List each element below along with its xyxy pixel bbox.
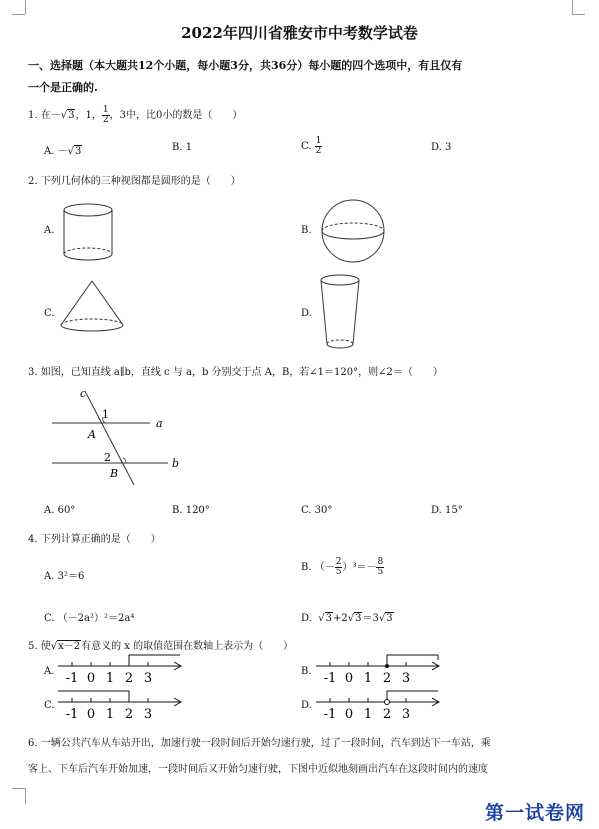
tick-label: 3 [143, 707, 153, 722]
question-3-option-c[interactable]: C. 30° [301, 505, 333, 516]
tick-label: 1 [363, 671, 373, 686]
tick-label: 0 [344, 671, 354, 686]
cylinder-figure [60, 200, 116, 266]
number-line-c [58, 688, 184, 728]
tick-label: 1 [105, 707, 115, 722]
label-point-a: A [88, 428, 96, 441]
tick-label: 1 [363, 707, 373, 722]
question-2-option-c[interactable]: C. [44, 308, 55, 319]
tick-label: -1 [323, 707, 337, 722]
tick-label: 2 [382, 671, 392, 686]
question-2-option-b[interactable]: B. [301, 225, 312, 236]
question-5-option-a[interactable]: A. [44, 666, 55, 677]
question-5-option-b[interactable]: B. [301, 666, 312, 677]
tick-label: -1 [65, 707, 79, 722]
question-3-option-d[interactable]: D. 15° [431, 505, 463, 516]
number-line-b [316, 652, 442, 692]
corner-mark-top-left-h [12, 14, 25, 16]
label-point-b: B [110, 467, 119, 480]
label-angle-1: 1 [102, 408, 109, 421]
question-2-option-d[interactable]: D. [301, 308, 312, 319]
question-5-option-d[interactable]: D. [301, 700, 312, 711]
tick-label: 3 [401, 671, 411, 686]
question-1-option-b[interactable]: B. 1 [172, 142, 193, 153]
tick-label: -1 [323, 671, 337, 686]
tick-label: 2 [124, 671, 134, 686]
section-heading-line2: 一个是正确的. [28, 81, 98, 94]
corner-mark-top-right-h [572, 14, 585, 16]
question-5-option-c[interactable]: C. [44, 700, 55, 711]
sqrt-symbol: √3 [67, 146, 82, 157]
fraction-one-half: $\frac{1}{2}$ [102, 105, 109, 125]
watermark-logo: 第一试卷网 [484, 802, 585, 824]
question-4-option-a[interactable]: A. 3²＝6 [44, 571, 85, 582]
question-2-option-a[interactable]: A. [44, 225, 55, 236]
question-4-option-c[interactable]: C. （－2a²）²＝2a⁴ [44, 613, 135, 624]
question-1-option-a[interactable]: A. －√3 [44, 146, 82, 157]
label-line-b: b [172, 457, 180, 470]
label-line-a: a [156, 417, 163, 430]
cone-figure [58, 278, 128, 334]
corner-mark-bottom-left [24, 788, 26, 804]
sqrt-symbol: √3 [60, 110, 75, 121]
question-1-option-d[interactable]: D. 3 [431, 142, 452, 153]
tick-label: 3 [143, 671, 153, 686]
sphere-figure [318, 198, 388, 264]
corner-mark-bottom-left-h [12, 788, 25, 790]
tick-label: -1 [65, 671, 79, 686]
exam-title: 2022年四川省雅安市中考数学试卷 [181, 24, 418, 42]
question-3-option-b[interactable]: B. 120° [172, 505, 210, 516]
number-line-d [316, 688, 442, 728]
question-3-option-a[interactable]: A. 60° [44, 505, 76, 516]
question-1-stem: 1. 在－√3，1， $\frac{1}{2}$ ，3中，比0小的数是（ ） [28, 105, 243, 125]
corner-mark-top-right [572, 0, 574, 14]
tick-label: 3 [401, 707, 411, 722]
question-1-option-c[interactable]: C. $\frac{1}{2}$ [301, 136, 322, 156]
tick-label: 0 [86, 671, 96, 686]
question-4-option-b[interactable]: B. （－ $\frac{2}{5}$ ）³＝－ $\frac{8}{5}$ [301, 557, 384, 577]
question-6-stem-line2: 客上、下车后汽车开始加速，一段时间后又开始匀速行驶，下图中近似地刻画出汽车在这段时间内的速度 [28, 764, 488, 775]
tick-label: 0 [86, 707, 96, 722]
parallel-lines-figure [50, 385, 190, 490]
question-5-stem: 5. 使√x－2有意义的 x 的取值范围在数轴上表示为（ ） [28, 641, 294, 652]
question-3-stem: 3. 如图，已知直线 a∥b，直线 c 与 a，b 分别交于点 A，B，若∠1＝120°，则∠2＝（ ） [28, 367, 443, 378]
number-line-a [58, 652, 184, 692]
question-2-stem: 2. 下列几何体的三种视图都是圆形的是（ ） [28, 176, 241, 187]
tick-label: 1 [105, 671, 115, 686]
tick-label: 2 [382, 707, 392, 722]
corner-mark-top-left [24, 0, 26, 14]
tick-label: 0 [344, 707, 354, 722]
label-line-c: c [80, 387, 87, 400]
tick-label: 2 [124, 707, 134, 722]
question-4-option-d[interactable]: D. √3+2√3＝3√3 [301, 613, 393, 624]
label-angle-2: 2 [104, 451, 111, 464]
frustum-cup-figure [318, 272, 362, 352]
question-4-stem: 4. 下列计算正确的是（ ） [28, 534, 161, 545]
question-6-stem-line1: 6. 一辆公共汽车从车站开出，加速行驶一段时间后开始匀速行驶，过了一段时间，汽车到达下一车站，乘 [28, 738, 491, 749]
section-heading-line1: 一、选择题（本大题共12个小题，每小题3分，共36分）每小题的四个选项中，有且仅有 [28, 59, 463, 72]
